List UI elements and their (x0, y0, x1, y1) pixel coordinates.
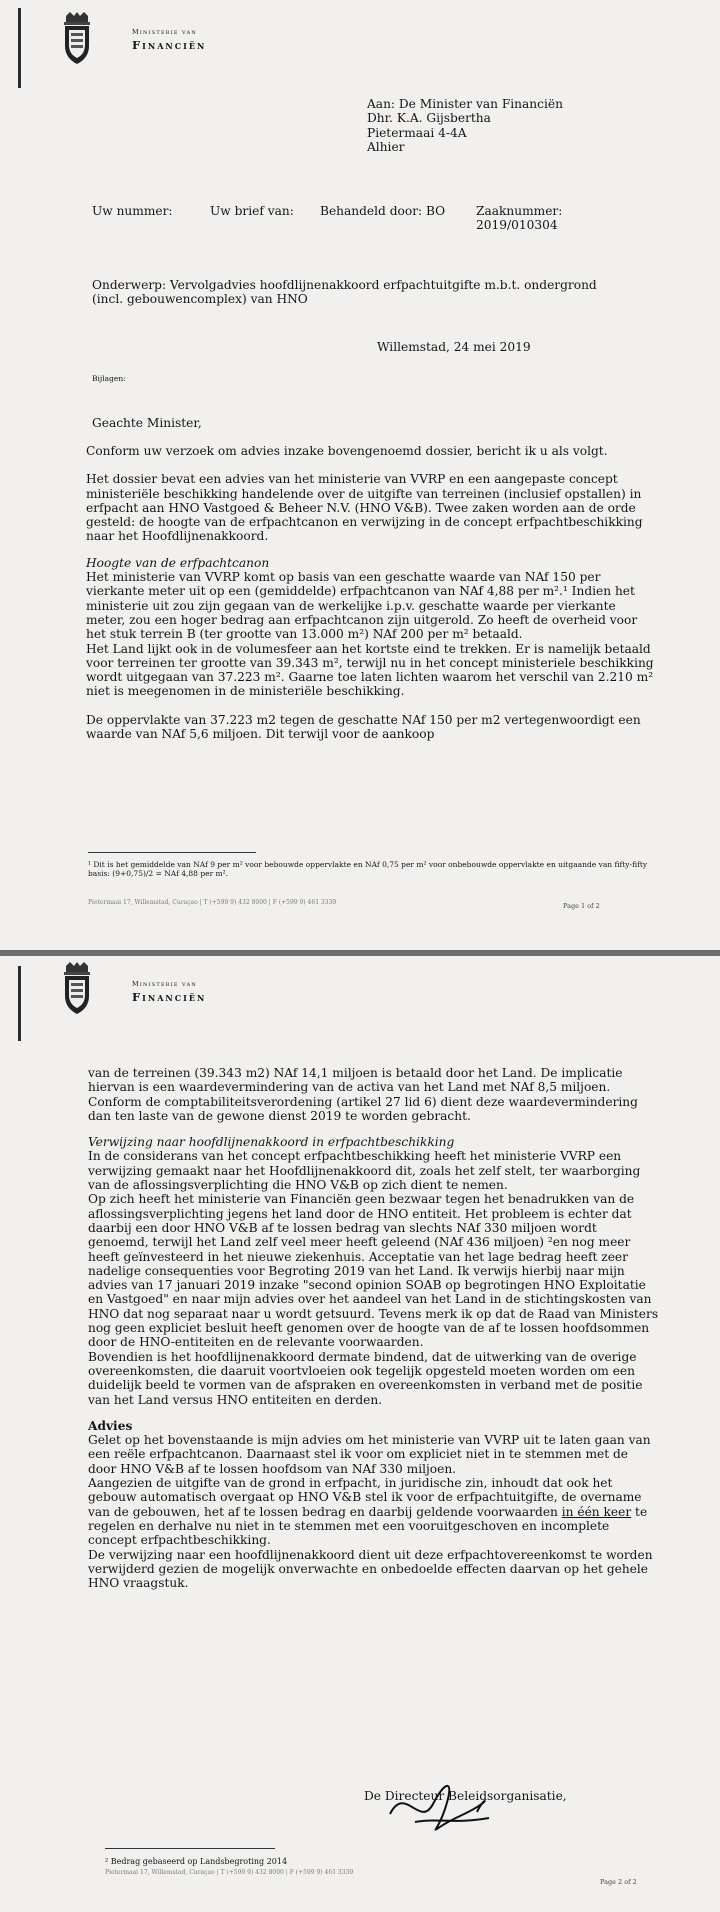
footnote-rule (105, 1848, 275, 1849)
coat-of-arms-icon (58, 962, 96, 1016)
paragraph: Het Land lijkt ook in de volumesfeer aan het kortste eind te trekken. Er is namelijk betaald voor terreinen ter grootte van 39.343 m², terwijl nu in het concept ministeriele beschikking wordt uitgegaan van 37.223 m². Gaarne toe laten lichten waarom het verschil van 2.210 m² niet is meegenomen in de ministeriële beschikking. (86, 641, 654, 699)
ref-behandeld-door: Behandeld door: BO (320, 204, 446, 218)
ministry-label: Financiën (132, 990, 207, 1004)
paragraph: Het dossier bevat een advies van het ministerie van VVRP en een aangepaste concept ministeriële beschikking handelende over de uitgifte van terreinen (inclusief opstallen) in erfpacht aan HNO Vastgoed & Beheer N.V. (HNO V&B). Twee zaken worden aan de orde gesteld: de hoogte van de erfpachtcanon en verwijzing in de concept erfpachtbeschikking naar het Hoofdlijnenakkoord. (86, 472, 643, 544)
paragraph: Gelet op het bovenstaande is mijn advies om het ministerie van VVRP uit te laten gaan van een reële erfpachtcanon. Daarnaast stel ik voor om expliciet niet in te stemmen met de door HNO V&B af te lossen hoofdsom van NAf 330 miljoen. (88, 1433, 651, 1476)
paragraph: De oppervlakte van 37.223 m2 tegen de geschatte NAf 150 per m2 vertegenwoordigt een waarde van NAf 5,6 miljoen. Dit terwijl voor de aankoop (86, 712, 641, 742)
letter-date: Willemstad, 24 mei 2019 (377, 340, 531, 354)
paragraph: Op zich heeft het ministerie van Financiën geen bezwaar tegen het benadrukken van de aflossingsverplichting jegens het land door de HNO entiteit. Het probleem is echter dat daarbij een door HNO V&B af te lossen bedrag van slechts NAf 330 miljoen wordt genoemd, terwijl het Land zelf veel meer heeft geleend (NAf 436 miljoen) ²en nog meer heeft geïnvesteerd in het nieuwe ziekenhuis. Acceptatie van het lage bedrag heeft zeer nadelige consequenties voor Begroting 2019 van het Land. Ik verwijs hierbij naar mijn advies van 17 januari 2019 inzake "second opinion SOAB op begrotingen HNO Exploitatie en Vastgoed" en naar mijn advies over het aandeel van het Land in de stichtingskosten van HNO dat nog separaat naar u wordt getsuurd. Tevens merk ik op dat de Raad van Ministers nog geen expliciet besluit heeft genomen over de hoogte van de af te lossen hoofdsommen door de HNO-entiteiten en de relevante voorwaarden. (88, 1192, 659, 1350)
ministry-label: Financiën (132, 38, 207, 52)
paragraph: In de considerans van het concept erfpachtbeschikking heeft het ministerie VVRP een verwijzing gemaakt naar het Hoofdlijnenakkoord dit, zoals het zelf stelt, ter waarborging van de aflossingsverplichting die HNO V&B op zich dient te nemen. (88, 1149, 641, 1193)
letter-body-2 (88, 1066, 660, 1590)
underlined-text: in één keer (561, 1504, 632, 1519)
paragraph: Conform uw verzoek om advies inzake bovengenoemd dossier, bericht ik u als volgt. (86, 444, 608, 458)
letter-body-1 (86, 444, 656, 741)
paragraph: Het ministerie van VVRP komt op basis van een geschatte waarde van NAf 150 per vierkante meter uit op een (gemiddelde) erfpachtcanon van NAf 4,88 per m².¹ Indien het ministerie uit zou zijn gegaan van de werkelijke i.p.v. geschatte waarde per vierkante meter, zou een hoger bedrag aan erfpachtcanon zijn uitgerold. Zo heeft de overheid voor het stuk terrein B (ter grootte van 13.000 m²) NAf 200 per m² betaald. (86, 570, 638, 642)
section-heading: Hoogte van de erfpachtcanon (86, 555, 270, 570)
ref-zaaknummer: Zaaknummer: 2019/010304 (476, 204, 563, 233)
attachments-label: Bijlagen: (92, 374, 126, 383)
scan-edge (18, 966, 21, 1041)
page-number: Page 2 of 2 (600, 1878, 637, 1886)
scan-edge (18, 8, 21, 88)
footer-address: Pietermaai 17, Willemstad, Curaçao | T (+599 9) 432 8000 | F (+599 9) 461 3339 (88, 899, 337, 906)
footer-address: Pietermaai 17, Willemstad, Curaçao | T (+599 9) 432 8000 | F (+599 9) 461 3339 (105, 1869, 354, 1876)
ref-uw-nummer: Uw nummer: (92, 204, 173, 218)
footnote-rule (88, 852, 256, 853)
recipient-address: Aan: De Minister van Financiën Dhr. K.A. Gijsbertha Pietermaai 4-4A Alhier (367, 97, 563, 154)
paragraph: De verwijzing naar een hoofdlijnenakkoord dient uit deze erfpachtovereenkomst te worden verwijderd gezien de mogelijk onverwachte en onbedoelde effecten daarvan op het gehele HNO vraagstuk. (88, 1547, 653, 1591)
salutation: Geachte Minister, (92, 416, 202, 430)
ministry-label-small: Ministerie van (132, 28, 197, 36)
page-number: Page 1 of 2 (563, 902, 600, 910)
paragraph: van de terreinen (39.343 m2) NAf 14,1 miljoen is betaald door het Land. De implicatie hiervan is een waardevermindering van de activa van het Land met NAf 8,5 miljoen. Conform de comptabiliteitsverordening (artikel 27 lid 6) dient deze waardevermindering dan ten laste van de gewone dienst 2019 te worden gebracht. (88, 1066, 638, 1123)
section-heading: Verwijzing naar hoofdlijnenakkoord in erfpachtbeschikking (88, 1135, 455, 1150)
text-span: te regelen en derhalve nu niet in te stemmen met een vooruitgeschoven en incomplete concept erfpachtbeschikking. (88, 1504, 648, 1548)
letter-page-1 (0, 0, 720, 950)
paragraph (88, 1476, 660, 1547)
paragraph: Bovendien is het hoofdlijnenakkoord dermate bindend, dat de uitwerking van de overige overeenkomsten, die daaruit voortvloeien ook tegelijk opgesteld moeten worden om een duidelijk beeld te vormen van de afspraken en overeenkomsten in verband met de positie van het Land versus HNO entiteiten en derden. (88, 1349, 643, 1407)
footnote-1: ¹ Dit is het gemiddelde van NAf 9 per m² voor bebouwde oppervlakte en NAf 0,75 per m² voor onbebouwde oppervlakte en uitgaande van fifty-fifty basis: (9+0,75)/2 = NAf 4,88 per m². (88, 860, 648, 878)
signature-icon (385, 1774, 495, 1834)
signoff-line: De Directeur Beleidsorganisatie, (364, 1789, 567, 1803)
subject-line: Onderwerp: Vervolgadvies hoofdlijnenakkoord erfpachtuitgifte m.b.t. ondergrond (incl. gebouwencomplex) van HNO (92, 278, 597, 307)
ref-uw-brief: Uw brief van: (210, 204, 294, 218)
coat-of-arms-icon (58, 12, 96, 66)
ministry-label-small: Ministerie van (132, 980, 197, 988)
footnote-2: ² Bedrag gebaseerd op Landsbegroting 2014 (105, 1857, 288, 1866)
text-span: Aangezien de uitgifte van de grond in erfpacht, in juridische zin, inhoudt dat ook het gebouw automatisch overgaat op HNO V&B stel ik voor de erfpachtuitgifte, de overname van de gebouwen, het af te lossen bedrag en daarbij geldende voorwaarden (88, 1476, 642, 1519)
section-heading: Advies (88, 1418, 133, 1433)
letter-page-2 (0, 956, 720, 1912)
